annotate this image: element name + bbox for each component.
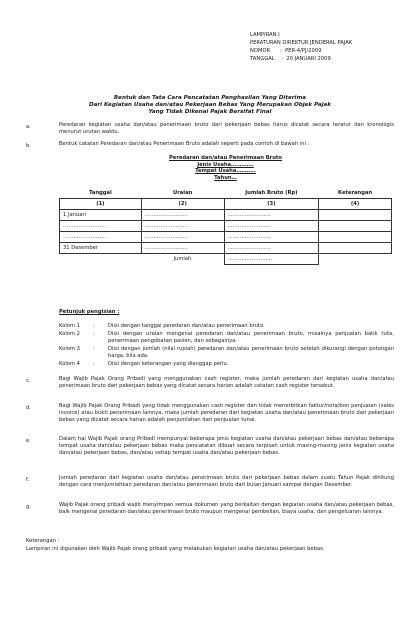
column-header-gross-amount: Jumlah Bruto (Rp) (245, 189, 298, 196)
ledger-table (59, 187, 392, 265)
kolom-separator: : (93, 361, 95, 367)
ledger-heading-business-place: Tempat Usaha……….. (195, 168, 256, 175)
kolom-description: Diisi dengan uraian mengenai peredaran dan/atau penerimaan bruto, misalnya penjualan batik tulis, penerimaan pengobatan pasien, dan sebagainya. (108, 331, 394, 344)
table-cell: ……………………. (224, 221, 319, 232)
item-a-text: Peredaran kegiatan usaha dan/atau penerimaan bruto dari pekerjaan bebas harus dicatat secara teratur dan kronologis menurut urutan waktu. (59, 122, 394, 135)
kolom-label: Kolom 4 (59, 361, 80, 367)
item-d-text: Bagi Wajib Pajak Orang Pribadi yang tidak menggunakan cash register dan tidak menerbitkan faktur/nota/bon penjualan (sales invoice) atau bukti penerimaan lainnya, maka jumlah peredaran dari kegiatan usaha dan/atau penerimaan bruto dari pekerjaan bebas yang dicatat secara harian adalah penjumlahan dari penjualan tunai. (59, 403, 394, 423)
item-e-text: Dalam hal Wajib Pajak orang Pribadi mempunyai beberapa jenis kegiatan usaha dan/atau pekerjaan bebas dan/atau beberapa tempat usaha dan/atau pekerjaan bebas maka pencatatan dibuat secara terpisah untuk masing-masing jenis kegiatan usaha dan/atau pekerjaan bebas, dan/atau setiap tempat usaha dan/atau pekerjaan bebas. (59, 436, 394, 456)
item-a-letter: a. (26, 124, 31, 130)
column-number: (3) (224, 199, 319, 210)
column-header-remarks: Keterangan (338, 189, 373, 196)
ledger-column-number-row (60, 199, 392, 210)
table-row (60, 243, 392, 254)
table-cell: ……………………. (224, 210, 319, 221)
table-cell: ……………………. (141, 243, 224, 254)
total-label: Jumlah (173, 256, 192, 263)
item-e-letter: e. (26, 438, 31, 444)
title-line-3: Yang Tidak Dikenai Pajak Bersifat Final (148, 109, 272, 116)
table-cell: ……………………. (141, 221, 224, 232)
table-cell: ……………………. (224, 243, 319, 254)
column-header-description: Uraian (173, 189, 193, 196)
header-line-regulation: PERATURAN DIREKTUR JENDERAL PAJAK (250, 40, 353, 46)
ledger-header-row (60, 187, 392, 199)
table-cell: ……………………. (224, 232, 319, 243)
kolom-label: Kolom 1 (59, 323, 80, 329)
kolom-separator: : (93, 323, 95, 329)
item-f-text: Jumlah peredaran dari kegiatan usaha dan/atau penerimaan bruto dari pekerjaan bebas dalam suatu Tahun Pajak dihitung dengan cara menjumlahkan peredaran dan/atau penerimaan bruto dari bulan Januari sampai dengan Desember. (59, 475, 394, 488)
ledger-heading-business-type: Jenis Usaha…………. (197, 161, 254, 168)
kolom-description: Diisi dengan tanggal peredaran dan/atau penerimaan bruto. (108, 323, 265, 329)
kolom-description: Diisi dengan keterangan yang dianggap perlu. (108, 361, 229, 367)
empty-cell (319, 254, 392, 265)
item-c-letter: c. (26, 378, 31, 384)
ledger-total-row (60, 254, 392, 265)
table-row (60, 210, 392, 221)
item-g-letter: g. (26, 504, 31, 510)
instructions-title: Petunjuk pengisian : (59, 309, 120, 315)
ledger-heading-year: Tahun… (214, 174, 237, 181)
table-cell: ……………………. (141, 210, 224, 221)
table-cell: ……………………. (60, 232, 142, 243)
item-f-letter: f. (26, 477, 30, 483)
total-value: …………………….. (224, 254, 319, 265)
document-title (40, 95, 380, 117)
table-cell (319, 243, 392, 254)
column-number: (2) (141, 199, 224, 210)
column-number: (1) (60, 199, 142, 210)
table-cell: 1 Januari (60, 210, 142, 221)
kolom-label: Kolom 2 (59, 331, 80, 337)
table-cell: ……………………. (60, 221, 142, 232)
attachment-header (250, 31, 410, 63)
instruction-kolom-3 (59, 346, 394, 360)
table-cell (319, 210, 392, 221)
item-d-letter: d. (26, 405, 31, 411)
table-cell: ……………………. (141, 232, 224, 243)
instruction-kolom-2 (59, 331, 394, 345)
keterangan-title: Keterangan : (26, 538, 60, 544)
ledger-heading-title: Peredaran dan/atau Penerimaan Bruto (169, 155, 282, 161)
table-row (60, 232, 392, 243)
item-b-letter: b. (26, 143, 31, 149)
header-line-number: NOMOR : PER-4/PJ/2009 (250, 48, 322, 54)
table-cell: 31 Desember (60, 243, 142, 254)
column-header-date: Tanggal (88, 189, 112, 196)
kolom-label: Kolom 3 (59, 346, 80, 352)
title-line-1: Bentuk dan Tata Cara Pencatatan Penghasilan Yang Diterima (113, 95, 307, 101)
kolom-description: Diisi dengan jumlah (nilai rupiah) peredaran dan/atau penerimaan bruto setelah dikurangi dengan potongan harga, bila ada. (108, 346, 394, 359)
instruction-kolom-1 (59, 323, 394, 330)
item-b-text: Bentuk catatan Peredaran dan/atau Penerimaan Bruto adalah seperti pada contoh di bawah ini : (59, 141, 310, 147)
kolom-separator: : (93, 346, 95, 352)
item-c-text: Bagi Wajib Pajak Orang Pribadi yang menggunakan cash register, maka jumlah peredaran dari kegiatan usaha dan/atau penerimaan bruto dari pekerjaan bebas yang dicatat secara harian adalah catatan cash register tersebut. (59, 376, 394, 389)
header-line-date: TANGGAL : 20 JANUARI 2009 (250, 56, 331, 62)
instruction-kolom-4 (59, 361, 394, 368)
table-row (60, 221, 392, 232)
kolom-separator: : (93, 331, 95, 337)
table-cell (319, 221, 392, 232)
item-g-text: Wajib Pajak orang pribadi wajib menyimpan semua dokumen yang berkaitan dengan kegiatan usaha dan/atau pekerjaan bebas, baik mengenai peredaran dan/atau penerimaan bruto maupun mengenai pembelian, biaya usaha, dan pengeluaran lainnya. (59, 502, 394, 515)
title-line-2: Dari Kegiatan Usaha dan/atau Pekerjaan Bebas Yang Merupakan Objek Pajak (88, 102, 332, 109)
header-line-lampiran: LAMPIRAN I (250, 32, 280, 38)
table-cell (319, 232, 392, 243)
column-number: (4) (319, 199, 392, 210)
ledger-heading (59, 155, 392, 181)
empty-cell (60, 254, 142, 265)
keterangan-text: Lampiran ini digunakan oleh Wajib Pajak orang pribadi yang melakukan kegiatan usaha dan/atau pekerjaan bebas. (26, 546, 325, 552)
